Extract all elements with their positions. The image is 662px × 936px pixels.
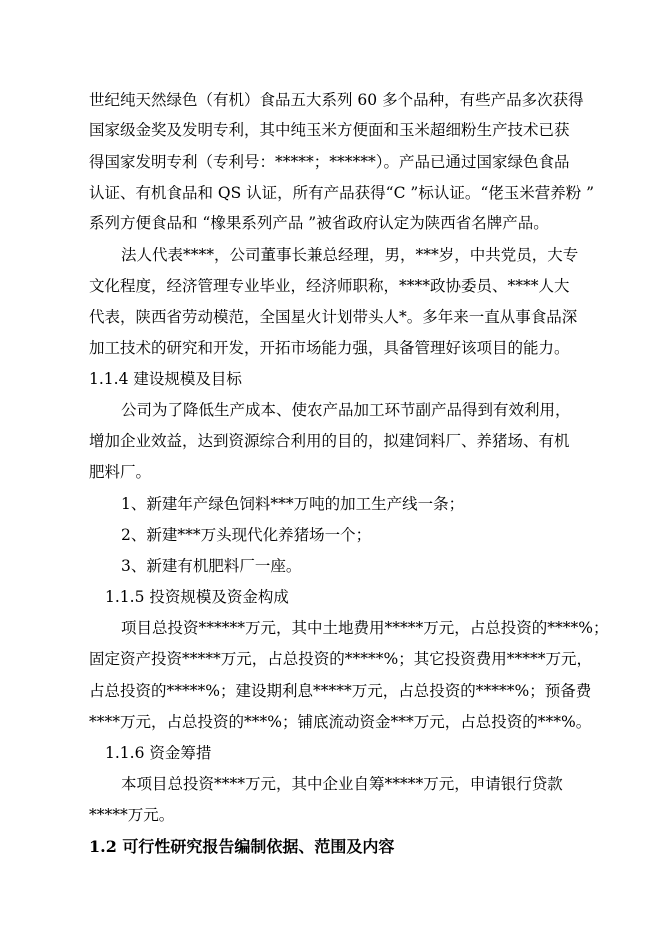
paragraph-line: 得国家发明专利（专利号：*****；******）。产品已通过国家绿色食品 bbox=[89, 153, 570, 171]
paragraph-line: 代表，陕西省劳动模范，全国星火计划带头人*。多年来一直从事食品深 bbox=[89, 308, 578, 326]
paragraph-line: 文化程度，经济管理专业毕业，经济师职称，****政协委员、****人大 bbox=[89, 277, 570, 295]
paragraph-line: 固定资产投资*****万元，占总投资的*****%；其它投资费用*****万元， bbox=[89, 650, 592, 668]
list-item: 2、新建***万头现代化养猪场一个； bbox=[121, 526, 372, 544]
paragraph-line: 加工技术的研究和开发，开拓市场能力强，具备管理好该项目的能力。 bbox=[89, 339, 570, 357]
paragraph-line: 项目总投资******万元，其中土地费用*****万元，占总投资的****%； bbox=[121, 619, 609, 637]
chapter-heading: 1.2 可行性研究报告编制依据、范围及内容 bbox=[89, 837, 395, 856]
paragraph-line: 增加企业效益，达到资源综合利用的目的，拟建饲料厂、养猪场、有机 bbox=[89, 432, 570, 450]
paragraph-line: 认证、有机食品和 QS 认证，所有产品获得“C ”标认证。“佬玉米营养粉 ” bbox=[89, 184, 595, 202]
section-heading: 1.1.4 建设规模及目标 bbox=[89, 370, 242, 388]
paragraph-line: 公司为了降低生产成本、使农产品加工环节副产品得到有效利用， bbox=[121, 401, 571, 419]
paragraph-line: ****万元，占总投资的***%；铺底流动资金***万元，占总投资的***%。 bbox=[89, 713, 592, 731]
paragraph-line: 本项目总投资****万元，其中企业自筹*****万元，申请银行贷款 bbox=[121, 775, 563, 793]
list-item: 3、新建有机肥料厂一座。 bbox=[121, 557, 302, 575]
paragraph-line: 系列方便食品和 “橡果系列产品 ”被省政府认定为陕西省名牌产品。 bbox=[89, 214, 549, 232]
paragraph-line: 法人代表****，公司董事长兼总经理，男，***岁，中共党员，大专 bbox=[121, 246, 579, 264]
list-item: 1、新建年产绿色饲料***万吨的加工生产线一条； bbox=[121, 495, 465, 513]
paragraph-line: 占总投资的*****%；建设期利息*****万元，占总投资的*****%；预备费 bbox=[89, 682, 592, 700]
paragraph-line: 国家级金奖及发明专利，其中纯玉米方便面和玉米超细粉生产技术已获 bbox=[89, 121, 570, 139]
paragraph-line: 世纪纯天然绿色（有机）食品五大系列 60 多个品种，有些产品多次获得 bbox=[89, 91, 584, 109]
paragraph-line: *****万元。 bbox=[89, 806, 175, 824]
section-heading: 1.1.5 投资规模及资金构成 bbox=[105, 588, 289, 606]
section-heading: 1.1.6 资金筹措 bbox=[105, 744, 212, 762]
paragraph-line: 肥料厂。 bbox=[89, 463, 152, 481]
